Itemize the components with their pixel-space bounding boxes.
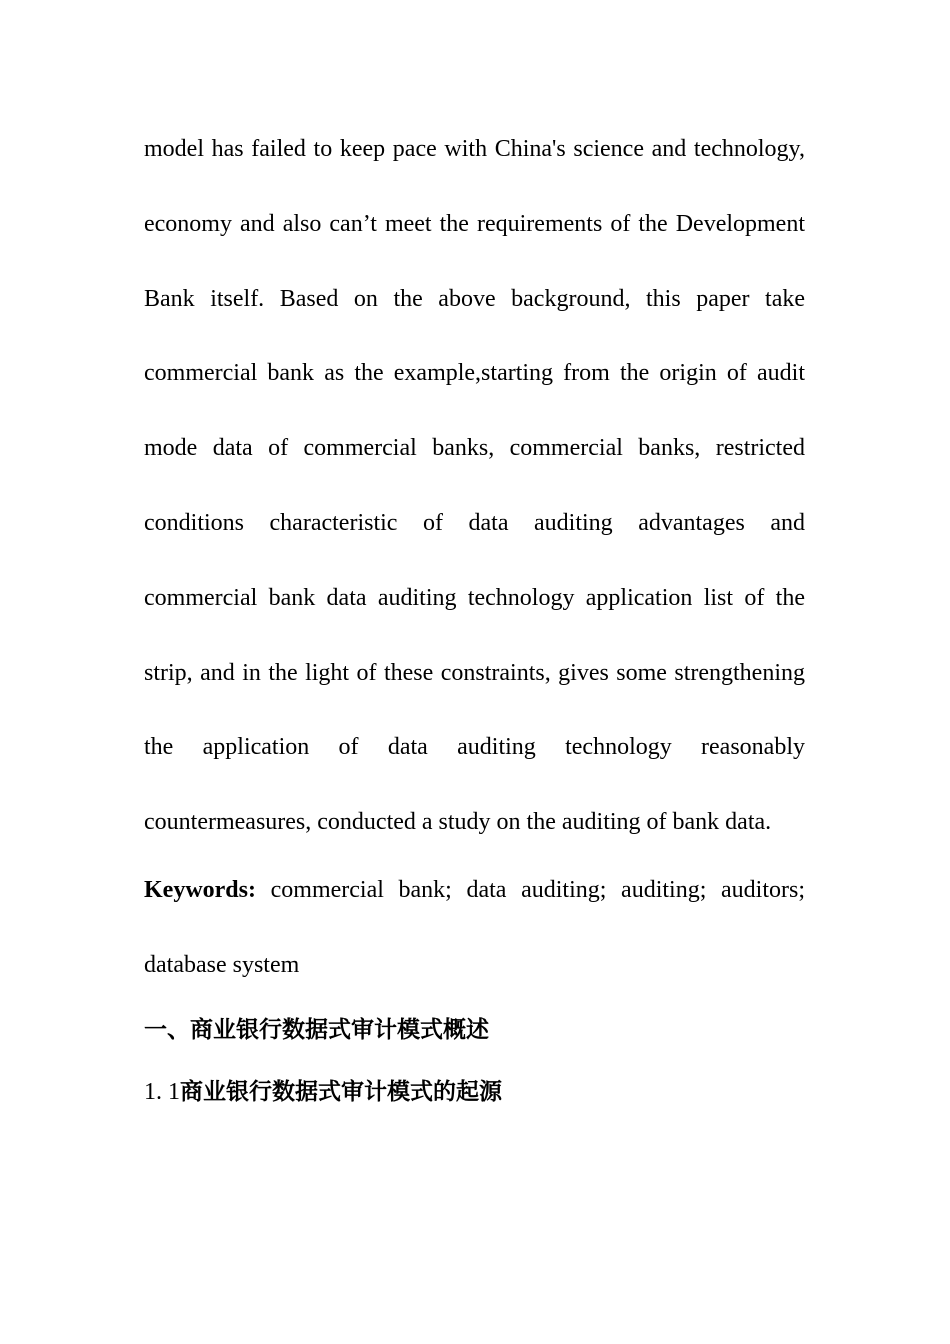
abstract-paragraph: model has failed to keep pace with China's science and technology, economy and also can’t meet the requirements of the Development Bank itself. Based on the above background, this paper take commercial bank as the example,starting from the origin of audit mode data of commercial banks, commercial banks, restricted conditions characteristic of data auditing advantages and commercial bank data auditing technology application list of the strip, and in the light of these constraints, gives some strengthening the application of data auditing technology reasonably countermeasures, conducted a study on the auditing of bank data. <box>144 136 805 836</box>
section-heading: 一、商业银行数据式审计模式概述 <box>144 1016 489 1043</box>
keywords-text: commercial bank; data auditing; auditing; auditors; database system <box>144 876 805 978</box>
keywords-label: Keywords: <box>144 876 256 903</box>
keywords-paragraph <box>144 853 805 1003</box>
document-page <box>144 0 805 1107</box>
subsection-number: 1. 1 <box>144 1078 180 1105</box>
subsection-heading <box>144 1077 805 1107</box>
subsection-title: 商业银行数据式审计模式的起源 <box>180 1078 502 1105</box>
